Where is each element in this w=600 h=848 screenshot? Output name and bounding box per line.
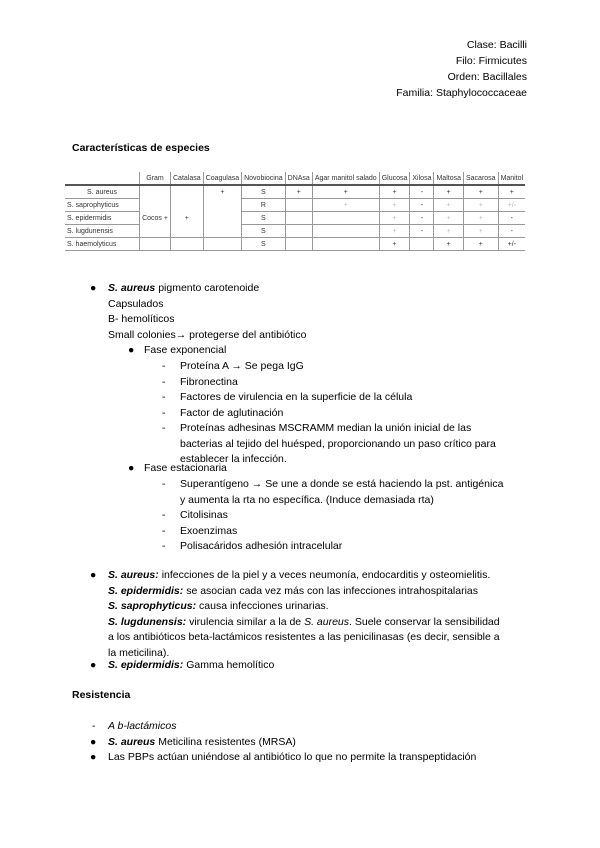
table-cell: +/-: [498, 199, 525, 212]
section-title-caracteristicas: Características de especies: [72, 142, 210, 154]
table-cell: [312, 238, 379, 251]
taxonomy-header: [396, 37, 527, 101]
table-cell: +: [463, 238, 498, 251]
table-cell: -: [410, 199, 434, 212]
bullet-icon: ●: [90, 751, 97, 763]
table-cell: -: [498, 212, 525, 225]
list-item: establecer la infección.: [180, 453, 287, 465]
bullet-icon: ●: [128, 344, 135, 356]
list-item: Factor de aglutinación: [180, 406, 284, 419]
aureus-line: Capsulados: [108, 297, 164, 310]
list-item: y aumenta la rta no específica. (Induce demasiada rta): [180, 493, 434, 506]
table-header-cell: Gram: [140, 172, 171, 185]
list-item: Meticilina resistentes (MRSA): [155, 735, 296, 748]
table-cell: +: [434, 212, 464, 225]
dash-marker: -: [92, 720, 96, 732]
table-cell: +: [498, 185, 525, 199]
table-cell: -: [410, 225, 434, 238]
table-cell: [285, 212, 312, 225]
section-title-resistencia: Resistencia: [72, 689, 131, 701]
table-cell: [203, 199, 241, 212]
table-cell: +: [379, 238, 410, 251]
dash-markers: - - - - -: [162, 360, 166, 434]
table-header-cell: Catalasa: [171, 172, 204, 185]
table-cell: +: [312, 185, 379, 199]
table-cell: +: [379, 185, 410, 199]
species-desc: la meticilina).: [108, 646, 170, 659]
species-desc: virulencia similar a la de: [186, 615, 305, 628]
table-cell: S: [242, 225, 286, 238]
table-cell: +: [285, 185, 312, 199]
table-cell: [285, 238, 312, 251]
table-cell: -: [410, 212, 434, 225]
table-cell: Cocos +: [140, 212, 171, 225]
table-cell: +: [171, 212, 204, 225]
table-header-row: [65, 172, 525, 185]
species-name: S. epidermidis:: [108, 659, 184, 671]
bullet-icon: ●: [90, 659, 97, 671]
table-cell: [171, 199, 204, 212]
fase-exponencial-list: [180, 359, 496, 468]
species-table: [65, 172, 525, 251]
table-cell: +/-: [498, 238, 525, 251]
table-header-cell: Agar manitol salado: [312, 172, 379, 185]
table-cell: [203, 238, 241, 251]
table-cell: [140, 238, 171, 251]
list-item: A b-lactámicos: [108, 720, 177, 732]
species-name: S. lugdunensis:: [108, 615, 187, 628]
list-item: Polisacáridos adhesión intracelular: [180, 540, 343, 552]
table-header-cell: Maltosa: [434, 172, 464, 185]
resistencia-list: [108, 719, 476, 766]
table-cell: [410, 238, 434, 251]
table-cell: [285, 199, 312, 212]
fase-exponencial-title: Fase exponencial: [144, 344, 227, 356]
species-desc: se asocian cada vez más con las infecciones intrahospitalarias: [183, 584, 479, 597]
aureus-line: Small colonies→ protegerse del antibiótico: [108, 328, 307, 341]
table-cell: +: [463, 212, 498, 225]
species-desc: infecciones de la piel y a veces neumonía, endocarditis y osteomielitis.: [158, 569, 491, 581]
table-row: [65, 238, 525, 251]
table-cell: +: [434, 238, 464, 251]
fase-estacionaria-list: [180, 477, 503, 555]
table-cell: -: [498, 225, 525, 238]
table-cell: S. lugdunensis: [65, 225, 140, 238]
list-item: Citolisinas: [180, 509, 228, 521]
species-desc: Gamma hemolítico: [183, 659, 275, 671]
infections-list: [108, 568, 500, 661]
table-cell: [140, 199, 171, 212]
table-cell: +: [379, 225, 410, 238]
table-header-cell: [65, 172, 140, 185]
filo-text: Filo: Firmicutes: [455, 55, 527, 67]
table-cell: +: [203, 185, 241, 199]
table-cell: [285, 225, 312, 238]
epidermidis-hemolytic: [108, 658, 274, 674]
species-name: S. epidermidis:: [108, 584, 184, 597]
table-cell: +: [434, 185, 464, 199]
table-cell: +: [463, 225, 498, 238]
table-header-cell: DNAsa: [285, 172, 312, 185]
orden-text: Orden: Bacillales: [447, 71, 527, 83]
list-item: Proteínas adhesinas MSCRAMM median la unión inicial de las: [180, 422, 472, 434]
list-item: bacterias al tejido del huésped, proporcionando un paso crítico para: [180, 437, 496, 450]
table-cell: [171, 225, 204, 238]
list-item: Fibronectina: [180, 375, 238, 388]
table-cell: [312, 225, 379, 238]
table-cell: [203, 225, 241, 238]
fase-estacionaria-title: Fase estacionaria: [144, 462, 227, 474]
table-cell: [312, 212, 379, 225]
clase-text: Clase: Bacilli: [466, 39, 527, 51]
table-cell: +: [312, 199, 379, 212]
table-row: [65, 225, 525, 238]
list-item: Exoenzimas: [180, 524, 238, 537]
dash-markers: - - - -: [162, 478, 166, 552]
bullet-icon: ●: [128, 462, 135, 474]
bullet-icon: ●: [90, 569, 97, 581]
table-header-cell: Xilosa: [410, 172, 434, 185]
table-cell: S: [242, 238, 286, 251]
table-header-cell: Glucosa: [379, 172, 410, 185]
aureus-description: [108, 281, 306, 343]
table-cell: S. saprophyticus: [65, 199, 140, 212]
table-cell: +: [379, 199, 410, 212]
list-item: Superantígeno → Se une a donde se está haciendo la pst. antigénica: [180, 478, 504, 490]
aureus-line: B- hemolíticos: [108, 313, 175, 325]
table-cell: +: [463, 185, 498, 199]
table-header-cell: Sacarosa: [463, 172, 498, 185]
species-name: S. aureus: [108, 735, 156, 748]
table-cell: +: [434, 199, 464, 212]
table-row: [65, 185, 525, 199]
list-item: Factores de virulencia en la superficie de la célula: [180, 391, 413, 403]
table-cell: [171, 185, 204, 199]
table-cell: S. haemolyticus: [65, 238, 140, 251]
table-cell: -: [410, 185, 434, 199]
table-header-cell: Novobiocina: [242, 172, 286, 185]
table-header-cell: Coagulasa: [203, 172, 241, 185]
list-item: Proteína A → Se pega IgG: [180, 360, 304, 372]
species-name: S. saprophyticus:: [108, 600, 197, 612]
aureus-name: S. aureus: [108, 282, 156, 294]
table-row: [65, 199, 525, 212]
species-desc: a los antibióticos beta-lactámicos resistentes a las penicilinasas (es decir, sensible a: [108, 631, 500, 643]
bullet-icon: ●: [90, 735, 97, 748]
table-cell: S: [242, 185, 286, 199]
species-desc: . Suele conservar la sensibilidad: [349, 615, 500, 628]
table-cell: [140, 225, 171, 238]
table-cell: R: [242, 199, 286, 212]
aureus-pigment-text: pigmento carotenoide: [155, 282, 260, 294]
table-cell: [171, 238, 204, 251]
table-cell: [203, 212, 241, 225]
table-cell: +: [434, 225, 464, 238]
table-cell: +: [379, 212, 410, 225]
table-cell: S. aureus: [65, 185, 140, 199]
bullet-icon: ●: [90, 282, 97, 294]
table-header-cell: Manitol: [498, 172, 525, 185]
species-name: S. aureus:: [108, 569, 159, 581]
table-cell: S: [242, 212, 286, 225]
familia-text: Familia: Staphylococcaceae: [396, 87, 527, 99]
list-item: Las PBPs actúan uniéndose al antibiótico lo que no permite la transpeptidación: [108, 751, 477, 763]
table-cell: S. epidermidis: [65, 212, 140, 225]
species-desc: causa infecciones urinarias.: [196, 600, 329, 612]
table-cell: +: [463, 199, 498, 212]
table-row: [65, 212, 525, 225]
table-cell: [140, 185, 171, 199]
species-name-inline: S. aureus: [304, 615, 350, 628]
